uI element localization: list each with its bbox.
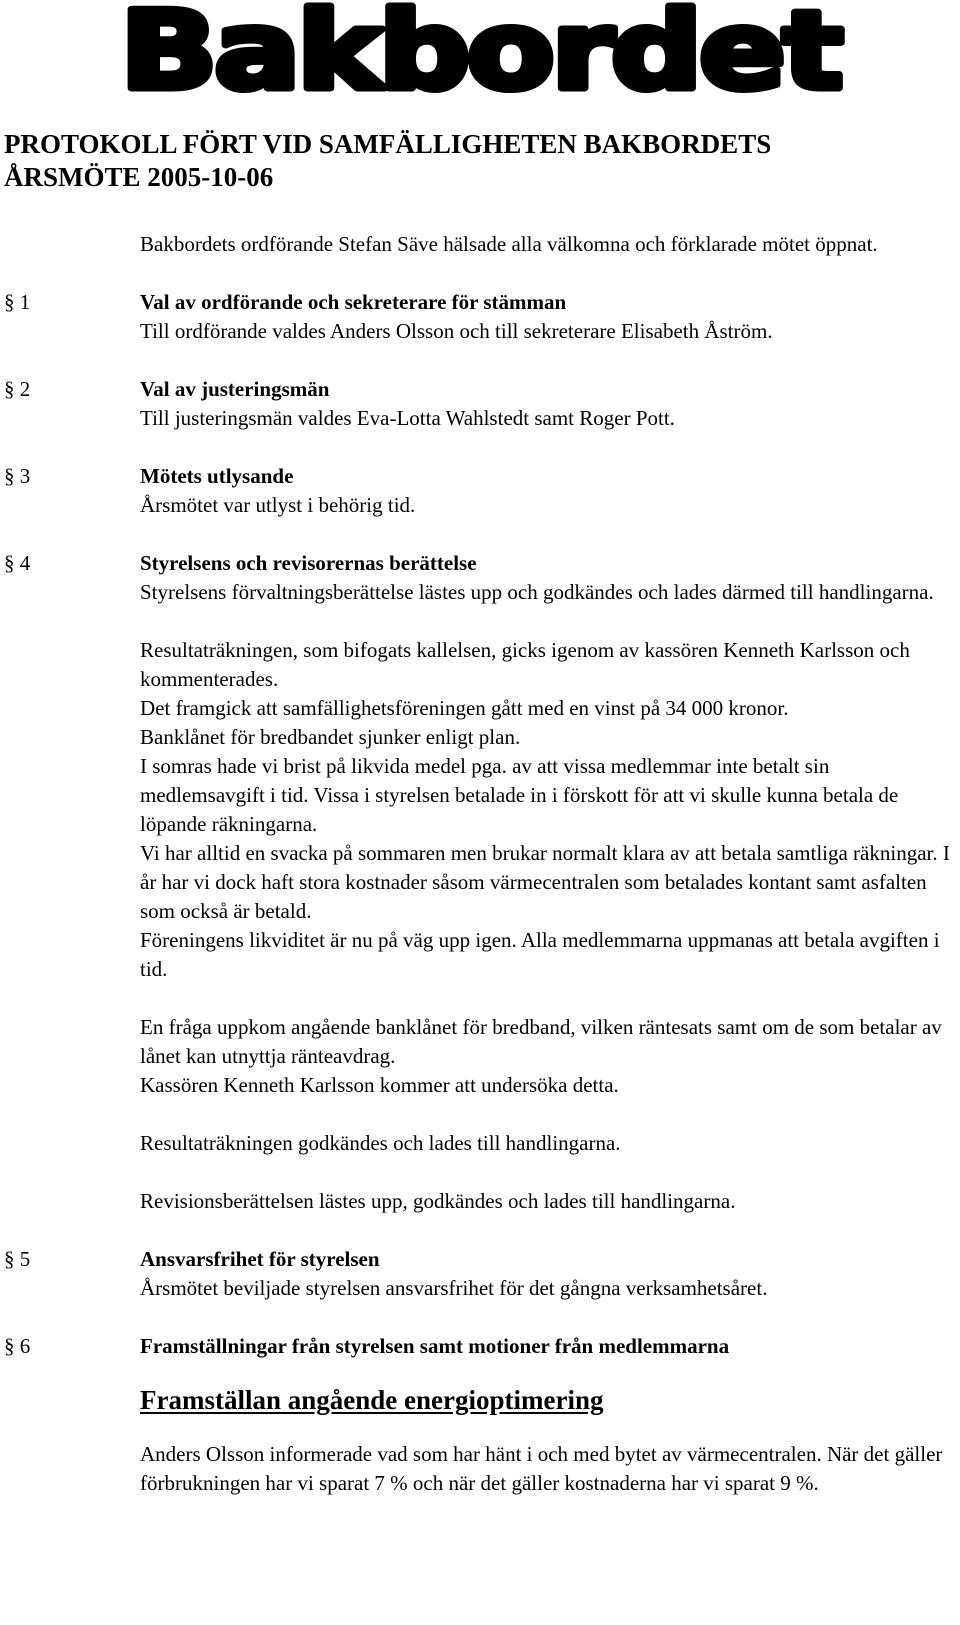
paragraph-summer-dip: Vi har alltid en svacka på sommaren men brukar normalt klara av att betala samtliga räkningar. I år har vi dock haft stora kostnader såsom värmecentralen som betalades kontant samt asfalten som också är betald. — [140, 841, 950, 923]
section-symbol: § 3 — [4, 464, 31, 488]
paragraph-income-statement: Resultaträkningen, som bifogats kallelsen, gicks igenom av kassören Kenneth Karlsson och kommenterades. — [140, 638, 910, 691]
section-text: Årsmötet var utlyst i behörig tid. — [140, 493, 416, 517]
section-2 — [0, 375, 960, 433]
section-heading: Mötets utlysande — [140, 464, 294, 488]
section-6 — [0, 1332, 960, 1498]
energy-optimization-heading: Framställan angående energioptimering — [140, 1385, 604, 1415]
logo-text: Bakbordet — [120, 0, 842, 100]
bakbordet-logo — [110, 0, 850, 100]
paragraph-profit: Det framgick att samfällighetsföreningen gått med en vinst på 34 000 kronor. — [140, 696, 789, 720]
paragraph-bank-loan: Banklånet för bredbandet sjunker enligt plan. — [140, 725, 521, 749]
paragraph-liquidity-issue: I somras hade vi brist på likvida medel pga. av att vissa medlemmar inte betalt sin medlemsavgift i tid. Vissa i styrelsen betalade in i förskott för att vi skulle kunna betala de löpande räkningarna. — [140, 754, 899, 836]
section-heading: Val av justeringsmän — [140, 377, 330, 401]
section-heading: Styrelsens och revisorernas berättelse — [140, 551, 477, 575]
section-text: Årsmötet beviljade styrelsen ansvarsfrihet för det gångna verksamhetsåret. — [140, 1276, 768, 1300]
paragraph-income-approved: Resultaträkningen godkändes och lades till handlingarna. — [140, 1131, 621, 1155]
section-symbol: § 2 — [4, 377, 31, 401]
section-heading: Framställningar från styrelsen samt motioner från medlemmarna — [140, 1334, 730, 1358]
protocol-content — [0, 230, 960, 1498]
paragraph-loan-question: En fråga uppkom angående banklånet för bredband, vilken räntesats samt om de som betalar av lånet kan utnyttja ränteavdrag. — [140, 1015, 942, 1068]
section-text: Till justeringsmän valdes Eva-Lotta Wahlstedt samt Roger Pott. — [140, 406, 675, 430]
section-text: Anders Olsson informerade vad som har hänt i och med bytet av värmecentralen. När det gäller förbrukningen har vi sparat 7 % och när det gäller kostnaderna har vi sparat 9 %. — [140, 1442, 943, 1495]
section-4 — [0, 549, 960, 1216]
paragraph-liquidity-recovery: Föreningens likviditet är nu på väg upp igen. Alla medlemmarna uppmanas att betala avgiften i tid. — [140, 928, 940, 981]
title-line-2: ÅRSMÖTE 2005-10-06 — [4, 162, 274, 192]
document-title — [4, 128, 954, 194]
title-line-1: PROTOKOLL FÖRT VID SAMFÄLLIGHETEN BAKBORDETS — [4, 129, 772, 159]
section-symbol: § 4 — [4, 551, 31, 575]
section-symbol: § 1 — [4, 290, 31, 314]
intro-paragraph: Bakbordets ordförande Stefan Säve hälsade alla välkomna och förklarade mötet öppnat. — [140, 232, 878, 256]
section-text: Styrelsens förvaltningsberättelse lästes upp och godkändes och lades därmed till handlingarna. — [140, 580, 934, 604]
paragraph-audit-approved: Revisionsberättelsen lästes upp, godkändes och lades till handlingarna. — [140, 1189, 736, 1213]
section-symbol: § 6 — [4, 1334, 31, 1358]
section-3 — [0, 462, 960, 520]
section-heading: Ansvarsfrihet för styrelsen — [140, 1247, 380, 1271]
section-5 — [0, 1245, 960, 1303]
paragraph-treasurer-followup: Kassören Kenneth Karlsson kommer att undersöka detta. — [140, 1073, 619, 1097]
section-symbol: § 5 — [4, 1247, 31, 1271]
section-text: Till ordförande valdes Anders Olsson och till sekreterare Elisabeth Åström. — [140, 319, 773, 343]
section-heading: Val av ordförande och sekreterare för stämman — [140, 290, 567, 314]
section-1 — [0, 288, 960, 346]
